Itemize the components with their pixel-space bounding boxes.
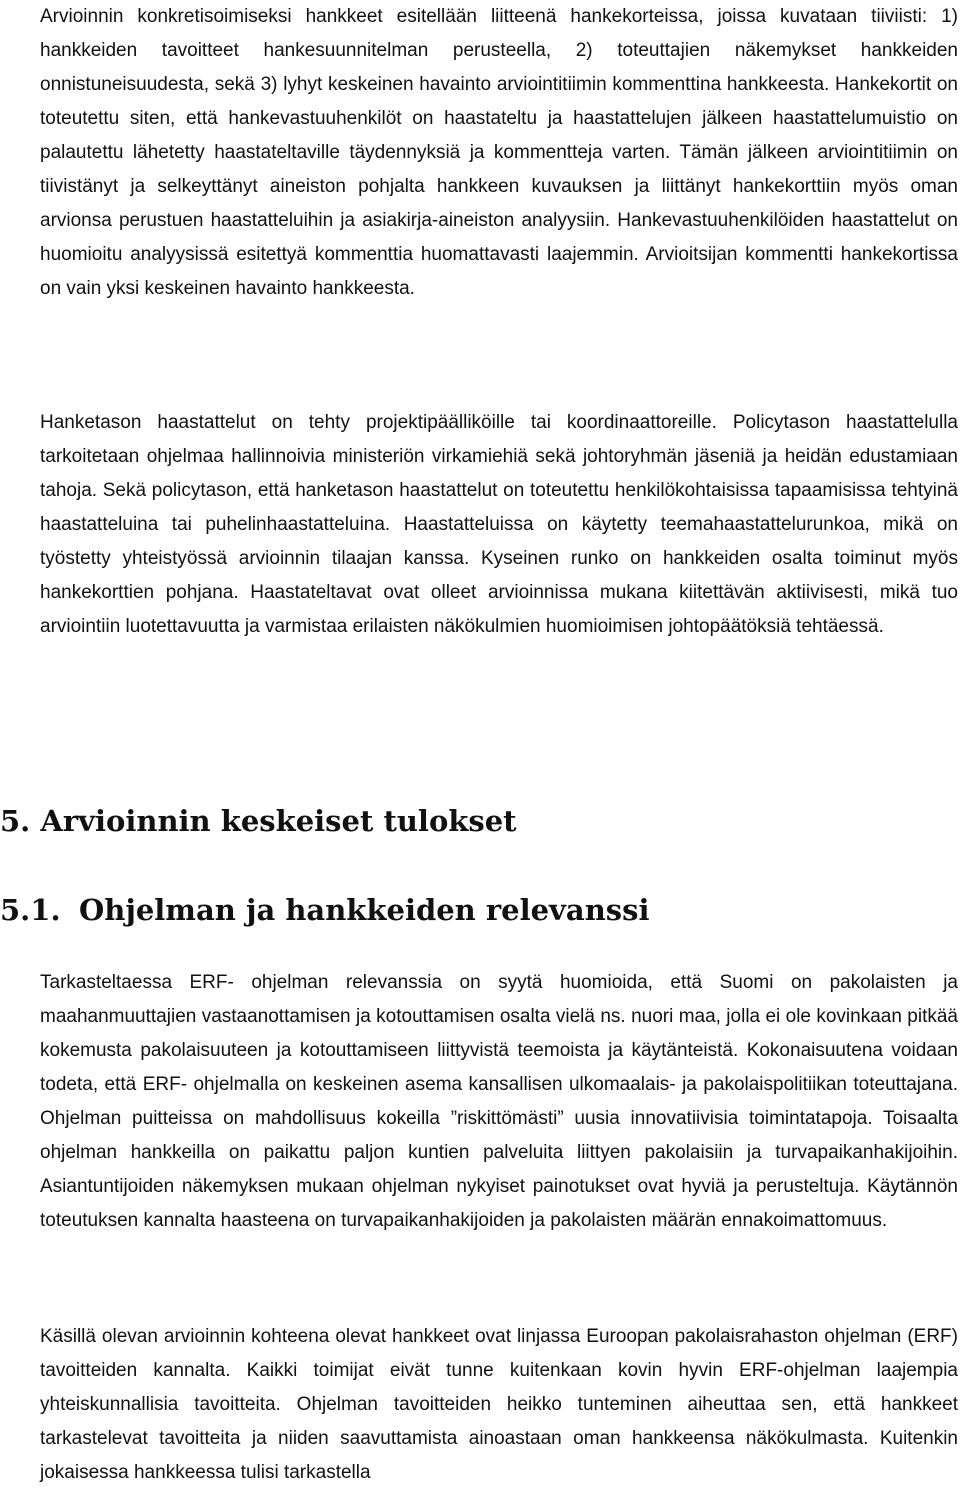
- paragraph-methods-project-cards: Arvioinnin konkretisoimiseksi hankkeet esitellään liitteenä hankekorteissa, joissa kuvataan tiiviisti: 1) hankkeiden tavoitteet hankesuunnitelman perusteella, 2) toteuttajien näkemykset hankkeiden onnistuneisuudesta, sekä 3) lyhyt keskeinen havainto arviointitiimin kommenttina hankkeesta. Hankekortit on toteutettu siten, että hankevastuuhenkilöt on haastateltu ja haastattelujen jälkeen haastattelumuistio on palautettu lähetetty haastateltaville täydennyksiä ja kommentteja varten. Tämän jälkeen arviointitiimin on tiivistänyt ja selkeyttänyt aineiston pohjalta hankkeen kuvauksen ja liittänyt hankekorttiin myös oman arvionsa perustuen haastatteluihin ja asiakirja-aineiston analyysiin. Hankevastuuhenkilöiden haastattelut on huomioitu analyysissä esitettyä kommenttia huomattavasti laajemmin. Arvioitsijan kommentti hankekortissa on vain yksi keskeinen havainto hankkeesta.: [40, 6, 958, 299]
- section-heading-5: 5. Arvioinnin keskeiset tulokset: [0, 804, 517, 838]
- section-title: Ohjelman ja hankkeiden relevanssi: [79, 893, 650, 927]
- paragraph-alignment: Käsillä olevan arvioinnin kohteena olevat hankkeet ovat linjassa Euroopan pakolaisrahaston ohjelman (ERF) tavoitteiden kannalta. Kaikki toimijat eivät tunne kuitenkaan kovin hyvin ERF-ohjelman laajempia yhteiskunnallisia tavoitteita. Ohjelman tavoitteiden heikko tunteminen aiheuttaa sen, että hankkeet tarkastelevat tavoitteita ja niiden saavuttamista ainoastaan oman hankkeensa näkökulmasta. Kuitenkin jokaisessa hankkeessa tulisi tarkastella: [40, 1326, 958, 1483]
- paragraph-relevance: Tarkasteltaessa ERF- ohjelman relevanssia on syytä huomioida, että Suomi on pakolaisten ja maahanmuuttajien vastaanottamisen ja kotouttamisen osalta vielä ns. nuori maa, jolla ei ole kovinkaan pitkää kokemusta pakolaisuuteen ja kotouttamiseen liittyvistä teemoista ja käytänteistä. Kokonaisuutena voidaan todeta, että ERF- ohjelmalla on keskeinen asema kansallisen ulkomaalais- ja pakolaispolitiikan toteuttajana. Ohjelman puitteissa on mahdollisuus kokeilla ”riskittömästi” uusia innovatiivisia toimintatapoja. Toisaalta ohjelman hankkeilla on paikattu paljon kuntien palveluita liittyen pakolaisiin ja turvapaikanhakijoihin. Asiantuntijoiden näkemyksen mukaan ohjelman nykyiset painotukset ovat hyviä ja perusteltuja. Käytännön toteutuksen kannalta haasteena on turvapaikanhakijoiden ja pakolaisten määrän ennakoimattomuus.: [40, 972, 958, 1231]
- section-number: 5.1.: [0, 893, 61, 927]
- paragraph-interviews: Hanketason haastattelut on tehty projektipäälliköille tai koordinaattoreille. Policytason haastattelulla tarkoitetaan ohjelmaa hallinnoivia ministeriön virkamiehiä sekä johtoryhmän jäseniä ja heidän edustamiaan tahoja. Sekä policytason, että hanketason haastattelut on toteutettu henkilökohtaisissa tapaamisissa tehtyinä haastatteluina tai puhelinhaastatteluina. Haastatteluissa on käytetty teemahaastattelurunkoa, mikä on työstetty yhteistyössä arvioinnin tilaajan kanssa. Kyseinen runko on hankkeiden osalta toiminut myös hankekorttien pohjana. Haastateltavat ovat olleet arvioinnissa mukana kiitettävän aktiivisesti, mikä tuo arviointiin luotettavuutta ja varmistaa erilaisten näkökulmien huomioimisen johtopäätöksiä tehtäessä.: [40, 412, 958, 637]
